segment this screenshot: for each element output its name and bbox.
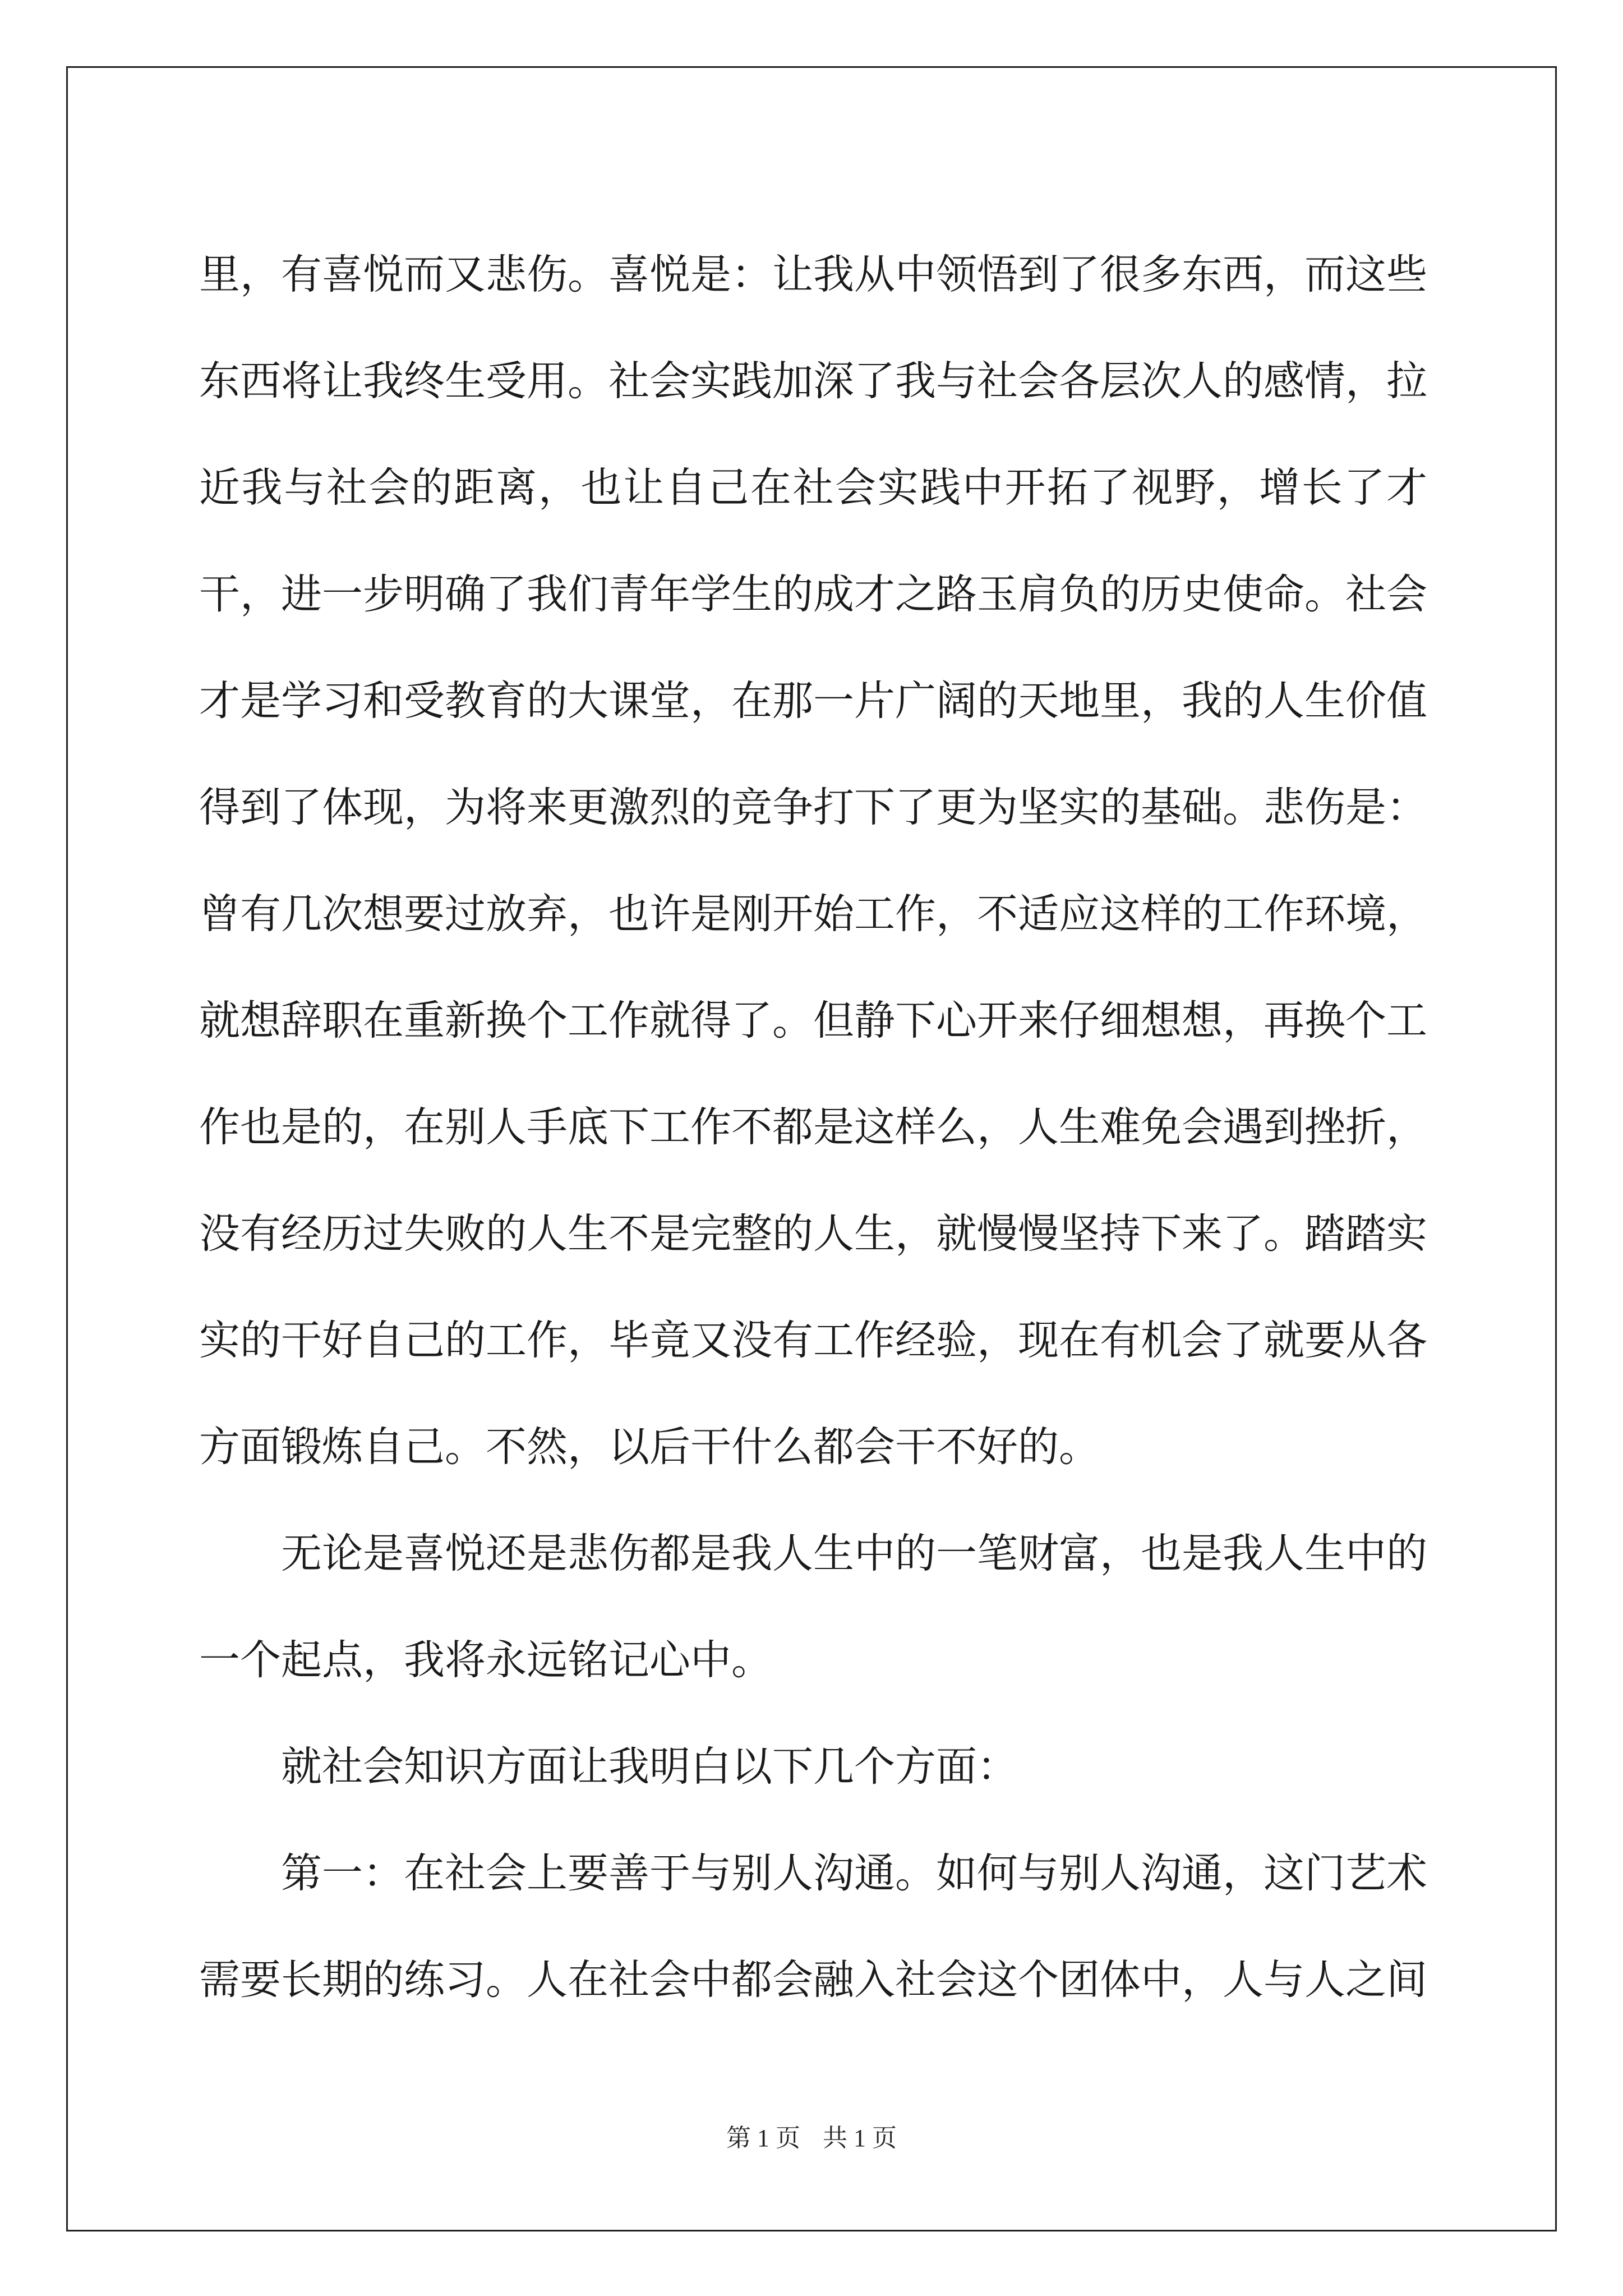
page-footer <box>0 2118 1623 2154</box>
page-number: 第 1 页 <box>726 2124 800 2152</box>
page-total: 共 1 页 <box>823 2124 897 2152</box>
paragraph-4: 第一：在社会上要善于与别人沟通。如何与别人沟通，这门艺术需要长期的练习。人在社会中都会融入社会这个团体中，人与人之间 <box>199 1849 1427 2004</box>
paragraph-1: 里，有喜悦而又悲伤。喜悦是：让我从中领悟到了很多东西，而这些东西将让我终生受用。社会实践加深了我与社会各层次人的感情，拉近我与社会的距离，也让自己在社会实践中开拓了视野，增长了才干，进一步明确了我们青年学生的成才之路玉肩负的历史使命。社会才是学习和受教育的大课堂，在那一片广阔的天地里，我的人生价值得到了体现，为将来更激烈的竞争打下了更为坚实的基础。悲伤是：曾有几次想要过放弃，也许是刚开始工作，不适应这样的工作环境，就想辞职在重新换个工作就得了。但静下心开来仔细想想，再换个工作也是的，在别人手底下工作不都是这样么，人生难免会遇到挫折，没有经历过失败的人生不是完整的人生，就慢慢坚持下来了。踏踏实实的干好自己的工作，毕竟又没有工作经验，现在有机会了就要从各方面锻炼自己。不然，以后干什么都会干不好的。 <box>199 251 1427 1471</box>
paragraph-2: 无论是喜悦还是悲伤都是我人生中的一笔财富，也是我人生中的一个起点，我将永远铭记心中。 <box>199 1530 1427 1684</box>
document-body <box>199 222 1427 2033</box>
paragraph-3: 就社会知识方面让我明白以下几个方面： <box>281 1743 1018 1791</box>
